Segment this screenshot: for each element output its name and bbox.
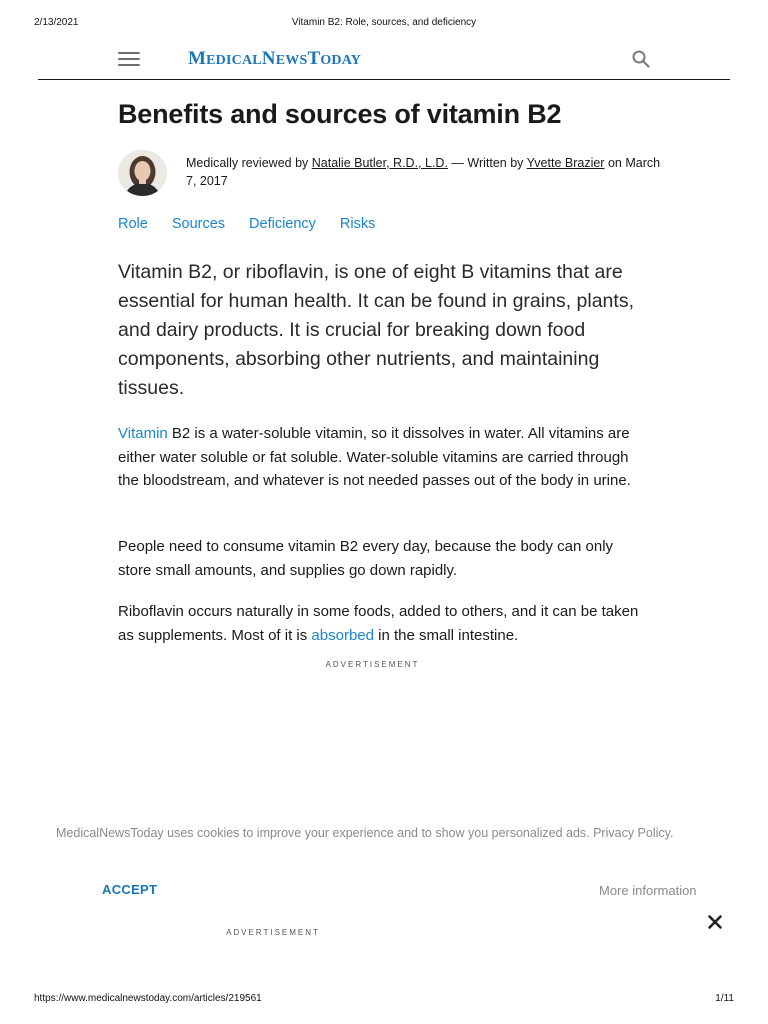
article-paragraph — [118, 600, 648, 647]
reviewed-prefix: Medically reviewed by — [186, 156, 312, 170]
absorbed-link[interactable]: absorbed — [311, 626, 374, 644]
print-url: https://www.medicalnewstoday.com/articles/219561 — [34, 993, 262, 1004]
paragraph-text: Riboflavin occurs naturally in some foods, added to others, and it can be taken as supplements. Most of it is — [118, 603, 639, 644]
search-icon[interactable] — [632, 50, 650, 68]
logo-part: EDICAL — [206, 53, 262, 68]
advertisement-label: ADVERTISEMENT — [226, 928, 320, 937]
print-title: Vitamin B2: Role, sources, and deficiency — [291, 17, 477, 28]
close-icon[interactable] — [707, 914, 723, 930]
toc-link-sources[interactable]: Sources — [171, 216, 226, 232]
logo-part: N — [261, 48, 276, 69]
date-prefix: on — [604, 156, 626, 170]
print-header — [0, 17, 768, 31]
accept-cookies-button[interactable]: ACCEPT — [102, 882, 158, 897]
paragraph-text: in the small intestine. — [373, 626, 519, 644]
toc-link-role[interactable]: Role — [118, 216, 148, 232]
hamburger-menu-icon[interactable] — [118, 52, 140, 66]
cookie-notice-text: MedicalNewsToday uses cookies to improve your experience and to show you personalized ads. Privacy Policy. — [56, 826, 674, 840]
article-header — [118, 100, 663, 130]
site-logo[interactable] — [188, 48, 361, 72]
reviewer-avatar — [118, 150, 167, 196]
more-information-link[interactable]: More information — [599, 883, 697, 898]
page-title: Benefits and sources of vitamin B2 — [118, 99, 562, 129]
byline-text — [186, 154, 664, 190]
publish-date: March 7, 2017 — [186, 156, 661, 188]
logo-part: M — [188, 48, 207, 69]
toc-link-deficiency[interactable]: Deficiency — [249, 216, 316, 232]
written-prefix: — Written by — [447, 156, 527, 170]
article-paragraph — [118, 422, 648, 493]
article-paragraph: People need to consume vitamin B2 every day, because the body can only store small amounts, and supplies go down rapidly. — [118, 538, 614, 579]
byline — [118, 150, 663, 196]
vitamin-link[interactable]: Vitamin — [118, 425, 168, 442]
paragraph-text: B2 is a water-soluble vitamin, so it dissolves in water. All vitamins are either water soluble or fat soluble. Water-soluble vitamins are carried through the bloodstream, and whatever is not needed passes out of the body in urine. — [118, 425, 631, 489]
print-date: 2/13/2021 — [34, 17, 79, 28]
toc-link-risks[interactable]: Risks — [339, 216, 376, 232]
site-header — [38, 42, 730, 80]
logo-part: ODAY — [320, 53, 362, 68]
table-of-contents — [118, 216, 399, 232]
logo-part: EWS — [275, 53, 308, 68]
logo-part: T — [307, 48, 321, 69]
article-lede: Vitamin B2, or riboflavin, is one of eight B vitamins that are essential for human health. It can be found in grains, plants, and dairy products. It is crucial for breaking down food components, absorbing other nutrients, and maintaining tissues. — [118, 261, 634, 399]
author-link[interactable]: Yvette Brazier — [526, 156, 605, 170]
reviewer-link[interactable]: Natalie Butler, R.D., L.D. — [311, 156, 448, 170]
advertisement-label: ADVERTISEMENT — [325, 660, 420, 669]
print-page-number: 1/11 — [715, 993, 734, 1004]
